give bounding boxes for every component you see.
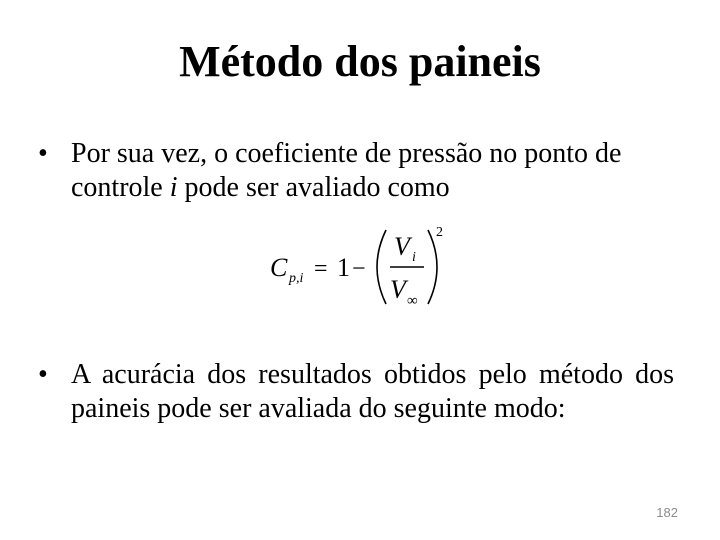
eq-equals-sign: = xyxy=(314,256,328,282)
eq-left-parenthesis xyxy=(377,230,386,304)
eq-number-one: 1 xyxy=(337,253,350,282)
eq-exponent: 2 xyxy=(436,225,443,240)
bullet-marker: • xyxy=(38,138,48,169)
eq-numerator-v: V xyxy=(394,232,410,261)
bullet-text-1-part-a: Por sua vez, o coeficiente de pressão no ponto de controle xyxy=(71,138,622,203)
eq-right-parenthesis xyxy=(428,230,437,304)
bullet-text-1 xyxy=(71,137,674,205)
eq-numerator-subscript: i xyxy=(412,250,416,265)
pressure-coefficient-equation xyxy=(268,222,458,312)
slide-title: Método dos paineis xyxy=(179,37,541,86)
bullet-text-1-part-b: pode ser avaliado como xyxy=(177,172,450,203)
eq-denominator-subscript: ∞ xyxy=(407,293,418,309)
eq-minus-sign: − xyxy=(352,256,366,282)
eq-cp-symbol: C xyxy=(270,253,288,282)
eq-cp-subscript: p,i xyxy=(289,271,304,286)
bullet-text-1-italic-i: i xyxy=(169,172,178,203)
bullet-point-2 xyxy=(38,358,674,426)
bullet-point-1 xyxy=(38,137,674,205)
bullet-marker: • xyxy=(38,359,48,390)
eq-denominator-v: V xyxy=(390,275,406,304)
bullet-text-2: A acurácia dos resultados obtidos pelo método dos paineis pode ser avaliada do seguinte modo: xyxy=(71,359,674,424)
page-number: 182 xyxy=(656,505,678,520)
